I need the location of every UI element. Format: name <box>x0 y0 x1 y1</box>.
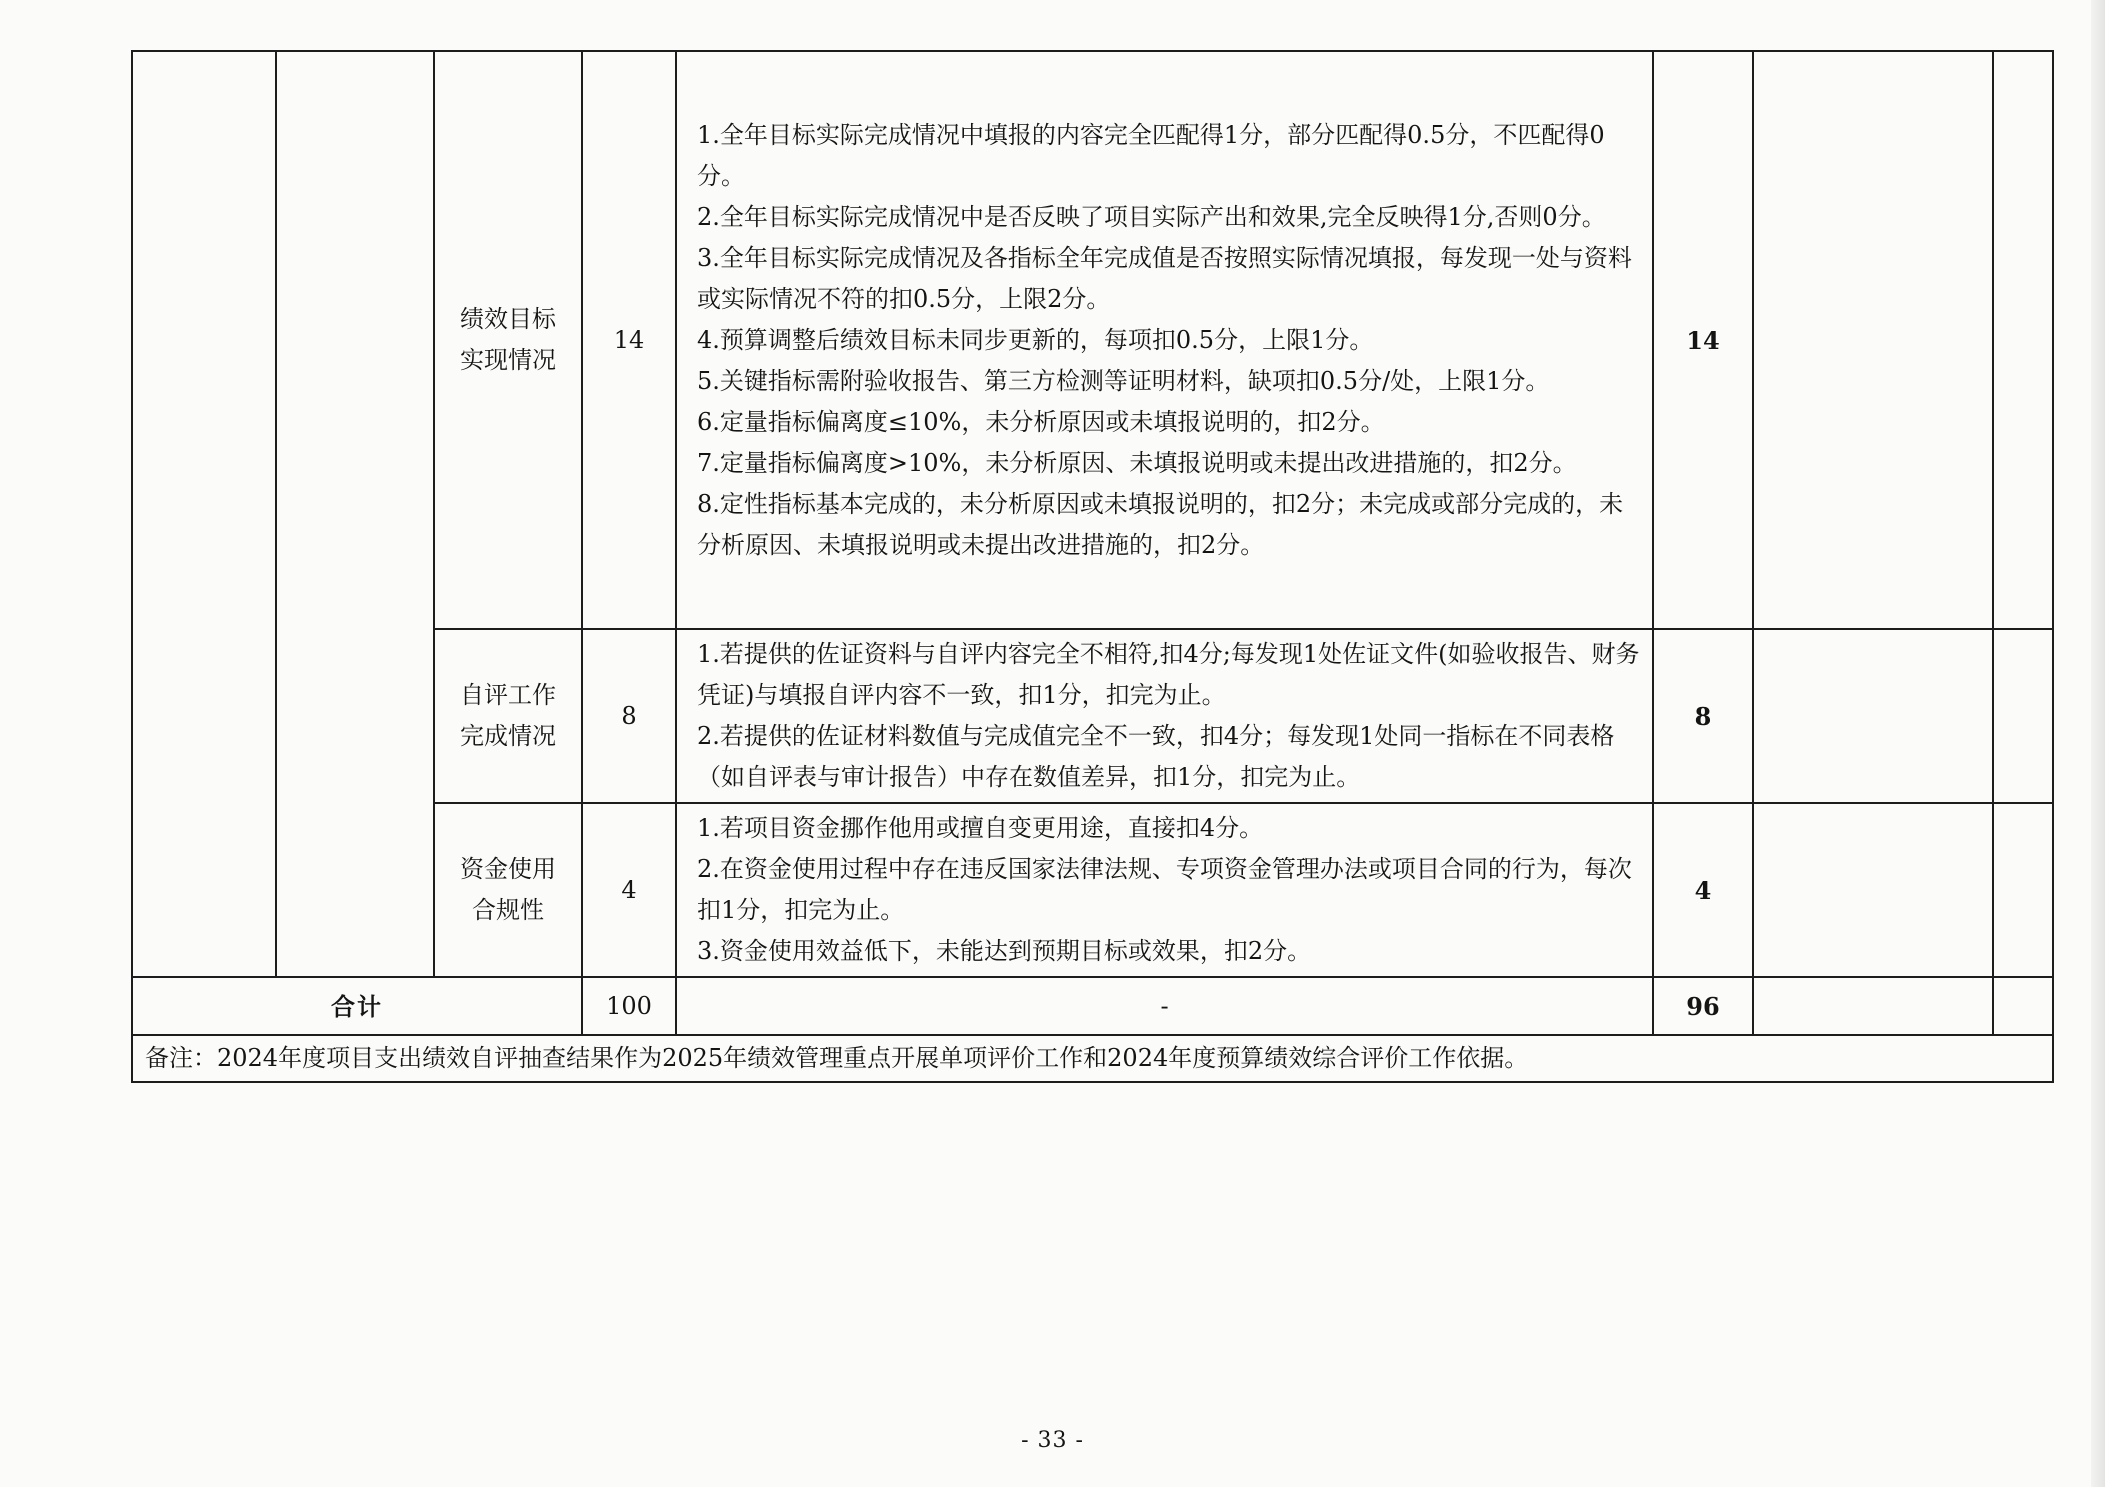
points-cell: 4 <box>582 803 676 977</box>
level2-indicator-cell <box>276 51 434 977</box>
criterion: 1.若提供的佐证资料与自评内容完全不相符,扣4分;每发现1处佐证文件(如验收报告、财务凭证)与填报自评内容不一致，扣1分，扣完为止。 <box>697 640 1640 709</box>
total-label: 合计 <box>132 977 582 1035</box>
points-cell: 14 <box>582 51 676 629</box>
criterion: 1.若项目资金挪作他用或擅自变更用途，直接扣4分。 <box>697 814 1264 842</box>
empty-cell <box>1753 51 1993 629</box>
empty-cell <box>1993 51 2053 629</box>
indicator-name-cell <box>434 803 582 977</box>
score-cell: 8 <box>1653 629 1753 803</box>
empty-cell <box>1753 977 1993 1035</box>
total-row <box>132 977 2053 1035</box>
indicator-name-cell <box>434 51 582 629</box>
criterion: 3.全年目标实际完成情况及各指标全年完成值是否按照实际情况填报，每发现一处与资料或实际情况不符的扣0.5分，上限2分。 <box>697 243 1632 313</box>
criterion: 2.若提供的佐证材料数值与完成值完全不一致，扣4分；每发现1处同一指标在不同表格（如自评表与审计报告）中存在数值差异，扣1分，扣完为止。 <box>697 722 1615 791</box>
empty-cell <box>1753 629 1993 803</box>
indicator-name: 资金使用 <box>460 855 556 883</box>
criteria-cell <box>676 51 1653 629</box>
table-row <box>132 51 2053 629</box>
indicator-name: 实现情况 <box>460 346 556 374</box>
score-cell: 14 <box>1653 51 1753 629</box>
criterion: 2.在资金使用过程中存在违反国家法律法规、专项资金管理办法或项目合同的行为，每次扣1分，扣完为止。 <box>697 855 1632 924</box>
scan-edge <box>2091 0 2105 1487</box>
criterion: 3.资金使用效益低下，未能达到预期目标或效果，扣2分。 <box>697 937 1312 965</box>
total-score: 96 <box>1653 977 1753 1035</box>
criterion: 5.关键指标需附验收报告、第三方检测等证明材料，缺项扣0.5分/处，上限1分。 <box>697 366 1550 395</box>
empty-cell <box>1993 629 2053 803</box>
empty-cell <box>1993 977 2053 1035</box>
indicator-name: 自评工作 <box>460 681 556 709</box>
criterion: 6.定量指标偏离度≤10%，未分析原因或未填报说明的，扣2分。 <box>697 407 1385 436</box>
indicator-name: 合规性 <box>472 896 544 924</box>
criteria-cell <box>676 803 1653 977</box>
points-cell: 8 <box>582 629 676 803</box>
score-table <box>131 50 2054 1083</box>
criterion: 4.预算调整后绩效目标未同步更新的，每项扣0.5分，上限1分。 <box>697 325 1374 354</box>
indicator-name-cell <box>434 629 582 803</box>
criterion: 7.定量指标偏离度>10%，未分析原因、未填报说明或未提出改进措施的，扣2分。 <box>697 448 1577 477</box>
criterion: 2.全年目标实际完成情况中是否反映了项目实际产出和效果,完全反映得1分,否则0分。 <box>697 202 1606 231</box>
note-text: 备注：2024年度项目支出绩效自评抽查结果作为2025年绩效管理重点开展单项评价工作和2024年度预算绩效综合评价工作依据。 <box>132 1035 2053 1082</box>
note-row <box>132 1035 2053 1082</box>
empty-cell <box>1993 803 2053 977</box>
criteria-cell <box>676 629 1653 803</box>
indicator-name: 绩效目标 <box>460 305 556 333</box>
page-number: - 33 - <box>1021 1428 1084 1453</box>
criterion: 1.全年目标实际完成情况中填报的内容完全匹配得1分，部分匹配得0.5分，不匹配得0分。 <box>697 120 1605 190</box>
total-criteria: - <box>676 977 1653 1035</box>
indicator-name: 完成情况 <box>460 722 556 750</box>
score-cell: 4 <box>1653 803 1753 977</box>
level1-indicator-cell <box>132 51 276 977</box>
criterion: 8.定性指标基本完成的，未分析原因或未填报说明的，扣2分；未完成或部分完成的，未分析原因、未填报说明或未提出改进措施的，扣2分。 <box>697 489 1624 559</box>
total-points: 100 <box>582 977 676 1035</box>
empty-cell <box>1753 803 1993 977</box>
